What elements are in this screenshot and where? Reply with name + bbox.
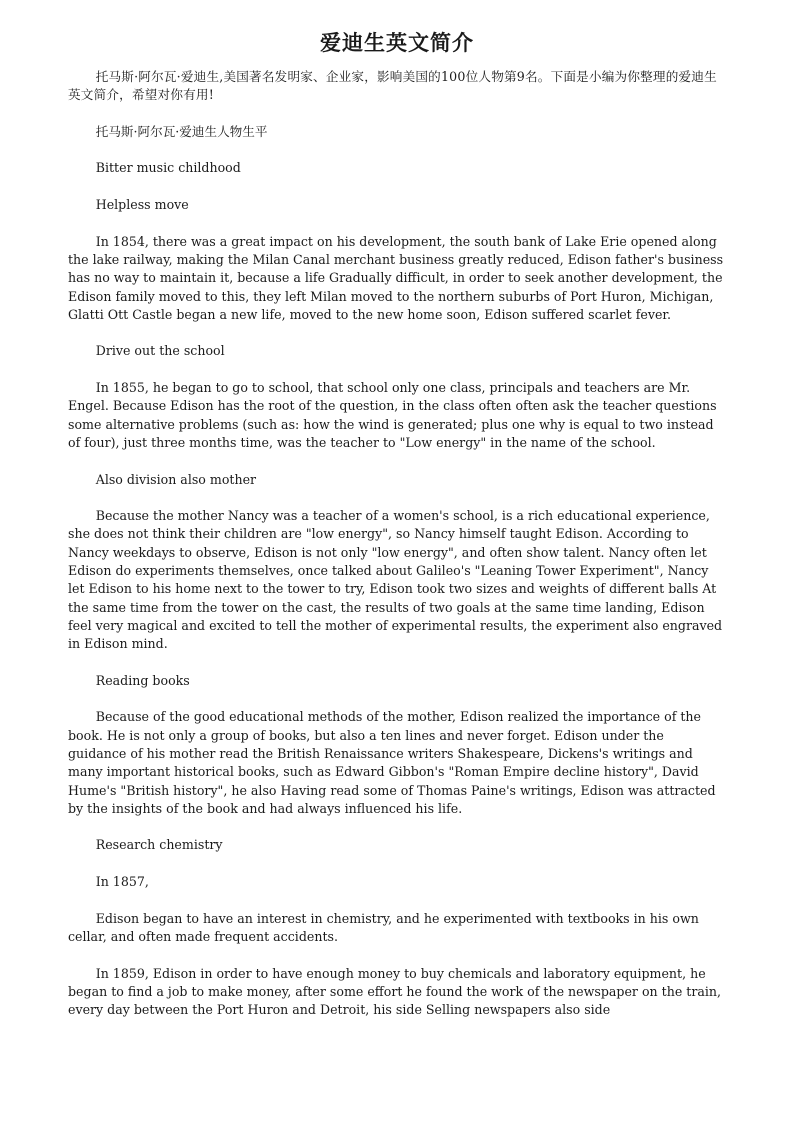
section-heading-school: Drive out the school [95,343,225,359]
section-heading-life: 托马斯·阿尔瓦·爱迪生人物生平 [95,123,268,139]
section-heading-reading: Reading books [95,672,190,688]
document-title: 爱迪生英文简介 [320,31,474,55]
section-heading-childhood: Bitter music childhood [95,160,241,176]
section-heading-mother: Also division also mother [95,471,257,487]
body-paragraph-1855: In 1855, he began to go to school, that school only one class, principals and teachers are Mr. Engel. Because Edison has the root of the question, in the class often often ask the teacher questions some alternative problems (such as: how the wind is generated; plus one why is equal to two instead of four), just three months time, was the teacher to "Low energy" in the name of the school. [68,380,717,450]
body-paragraph-books: Because of the good educational methods of the mother, Edison realized the importance of the book. He is not only a group of books, but also a ten lines and never forget. Edison under the guidance of his mother read the British Renaissance writers Shakespeare, Dickens's writings and many important historical books, such as Edward Gibbon's "Roman Empire decline history", David Hume's "British history", he also Having read some of Thomas Paine's writings, Edison was attracted by the insights of the book and had always influenced his life. [68,709,716,816]
intro-paragraph: 托马斯·阿尔瓦·爱迪生,美国著名发明家、企业家，影响美国的100位人物第9名。下面是小编为你整理的爱迪生英文简介，希望对你有用! [68,69,717,103]
body-paragraph-1859: In 1859, Edison in order to have enough money to buy chemicals and laboratory equipment, he began to find a job to make money, after some effort he found the work of the newspaper on the train, every day between the Port Huron and Detroit, his side Selling newspapers also side [68,965,722,1018]
body-paragraph-1854: In 1854, there was a great impact on his development, the south bank of Lake Erie opened along the lake railway, making the Milan Canal merchant business greatly reduced, Edison father's business has no way to maintain it, because a life Gradually difficult, in order to seek another development, the Edison family moved to this, they left Milan moved to the northern suburbs of Port Huron, Michigan, Glatti Ott Castle began a new life, moved to the new home soon, Edison suffered scarlet fever. [68,233,724,322]
section-heading-chemistry: Research chemistry [95,837,223,853]
body-paragraph-chemistry-interest: Edison began to have an interest in chemistry, and he experimented with textbooks in his own cellar, and often made frequent accidents. [68,910,699,944]
section-heading-move: Helpless move [95,197,189,213]
body-paragraph-1857: In 1857, [95,874,149,890]
body-paragraph-nancy: Because the mother Nancy was a teacher of a women's school, is a rich educational experience, she does not think their children are "low energy", so Nancy himself taught Edison. According to Nancy weekdays to observe, Edison is not only "low energy", and often show talent. Nancy often let Edison do experiments themselves, once talked about Galileo's "Leaning Tower Experiment", Nancy let Edison to his home next to the tower to try, Edison took two sizes and weights of different balls At the same time from the tower on the cast, the results of two goals at the same time landing, Edison feel very magical and excited to tell the mother of experimental results, the experiment also engraved in Edison mind. [68,508,723,652]
